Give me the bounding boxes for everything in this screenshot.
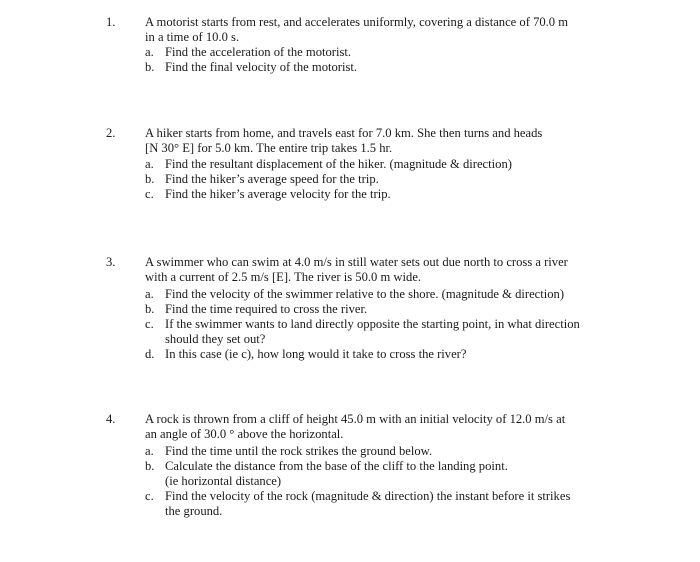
part-text: should they set out? [165,332,266,346]
part-b [145,172,625,187]
part-text: Find the hiker’s average speed for the trip. [165,172,379,186]
part-text: Find the final velocity of the motorist. [165,60,358,74]
part-a [145,287,625,302]
part-text: In this case (ie c), how long would it take to cross the river? [165,347,467,361]
part-text: the ground. [165,504,223,518]
part-text: Find the resultant displacement of the hiker. (magnitude & direction) [165,157,512,171]
part-letter: b. [145,459,155,473]
part-b [145,60,625,75]
part-text: If the swimmer wants to land directly opposite the starting point, in what direction [165,317,580,331]
problem-number: 3. [106,255,116,269]
part-a [145,444,625,459]
stem-line: with a current of 2.5 m/s [E]. The river is 50.0 m wide. [145,270,422,284]
part-c [145,489,625,519]
problem-number: 2. [106,126,116,140]
part-a [145,157,625,172]
problem-number: 1. [106,15,116,29]
problem-parts [145,157,625,202]
stem-line: A hiker starts from home, and travels east for 7.0 km. She then turns and heads [145,126,543,140]
stem-line: A swimmer who can swim at 4.0 m/s in still water sets out due north to cross a river [145,255,568,269]
problem-parts [145,287,625,362]
part-text: Find the hiker’s average velocity for the trip. [165,187,391,201]
part-letter: c. [145,187,154,201]
part-letter: b. [145,60,155,74]
part-b [145,302,625,317]
stem-line: an angle of 30.0 ° above the horizontal. [145,427,344,441]
problem-parts [145,45,625,75]
stem-line: [N 30° E] for 5.0 km. The entire trip takes 1.5 hr. [145,141,393,155]
part-c [145,317,625,347]
problem-stem [145,255,623,285]
stem-line: A rock is thrown from a cliff of height 45.0 m with an initial velocity of 12.0 m/s at [145,412,566,426]
part-a [145,45,625,60]
stem-line: in a time of 10.0 s. [145,30,240,44]
stem-line: A motorist starts from rest, and accelerates uniformly, covering a distance of 70.0 m [145,15,569,29]
part-letter: a. [145,45,154,59]
part-letter: c. [145,317,154,331]
part-text: Find the time until the rock strikes the ground below. [165,444,433,458]
part-text: (ie horizontal distance) [165,474,282,488]
problem-number: 4. [106,412,116,426]
part-b [145,459,625,489]
problem-parts [145,444,625,519]
part-text: Find the acceleration of the motorist. [165,45,352,59]
part-letter: a. [145,287,154,301]
part-letter: a. [145,157,154,171]
part-letter: d. [145,347,155,361]
part-letter: a. [145,444,154,458]
part-text: Find the time required to cross the river. [165,302,368,316]
part-text: Find the velocity of the swimmer relative to the shore. (magnitude & direction) [165,287,565,301]
part-text: Find the velocity of the rock (magnitude & direction) the instant before it strikes [165,489,571,503]
problem-stem [145,15,623,45]
part-text: Calculate the distance from the base of the cliff to the landing point. [165,459,508,473]
problem-stem [145,412,623,442]
part-letter: c. [145,489,154,503]
problem-stem [145,126,623,156]
part-letter: b. [145,172,155,186]
part-c [145,187,625,202]
part-letter: b. [145,302,155,316]
part-d [145,347,625,362]
